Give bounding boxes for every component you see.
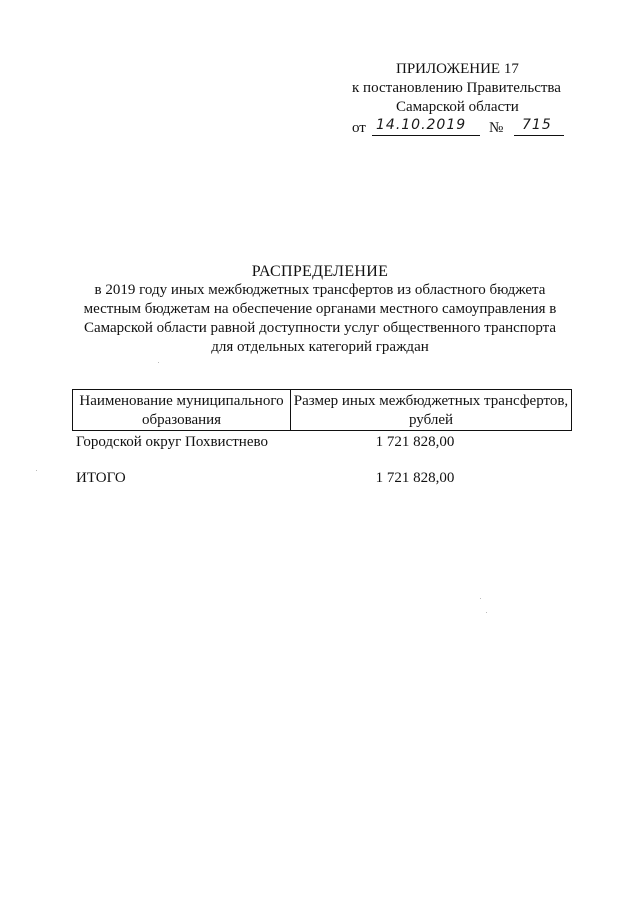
heading-line-2: местным бюджетам на обеспечение органами местного самоуправления в: [83, 301, 557, 317]
heading-line-4: для отдельных категорий граждан: [211, 339, 429, 355]
handwritten-number: 715: [514, 117, 564, 136]
number-label: №: [489, 120, 504, 136]
table-header: [72, 389, 572, 431]
total-label: ИТОГО: [76, 470, 126, 486]
distribution-table: [72, 389, 572, 488]
heading-line-1: в 2019 году иных межбюджетных трансфертов из областного бюджета: [94, 282, 546, 298]
distribution-heading: [70, 262, 570, 357]
appendix-title: ПРИЛОЖЕНИЕ 17: [396, 61, 519, 77]
total-amount: 1 721 828,00: [375, 470, 455, 486]
table-total-row: [72, 469, 572, 488]
heading-line-3: Самарской области равной доступности услуг общественного транспорта: [83, 320, 557, 336]
appendix-line-1: к постановлению Правительства: [352, 80, 561, 96]
column-header-municipality: Наименование муниципального образования: [73, 390, 291, 430]
table-row: [72, 433, 572, 452]
from-label: от: [352, 120, 366, 136]
scan-speck: [158, 362, 159, 363]
appendix-line-2: Самарской области: [396, 99, 519, 115]
column-header-amount: Размер иных межбюджетных трансфертов, рублей: [293, 393, 569, 428]
heading-title: РАСПРЕДЕЛЕНИЕ: [251, 263, 389, 280]
transfer-amount: 1 721 828,00: [375, 434, 455, 450]
scan-speck: [480, 598, 481, 599]
scan-speck: [486, 612, 487, 613]
appendix-date-line: [352, 117, 592, 139]
handwritten-date: 14.10.2019: [372, 117, 480, 136]
municipality-name: Городской округ Похвистнево: [76, 434, 268, 450]
scan-speck: [36, 470, 37, 471]
